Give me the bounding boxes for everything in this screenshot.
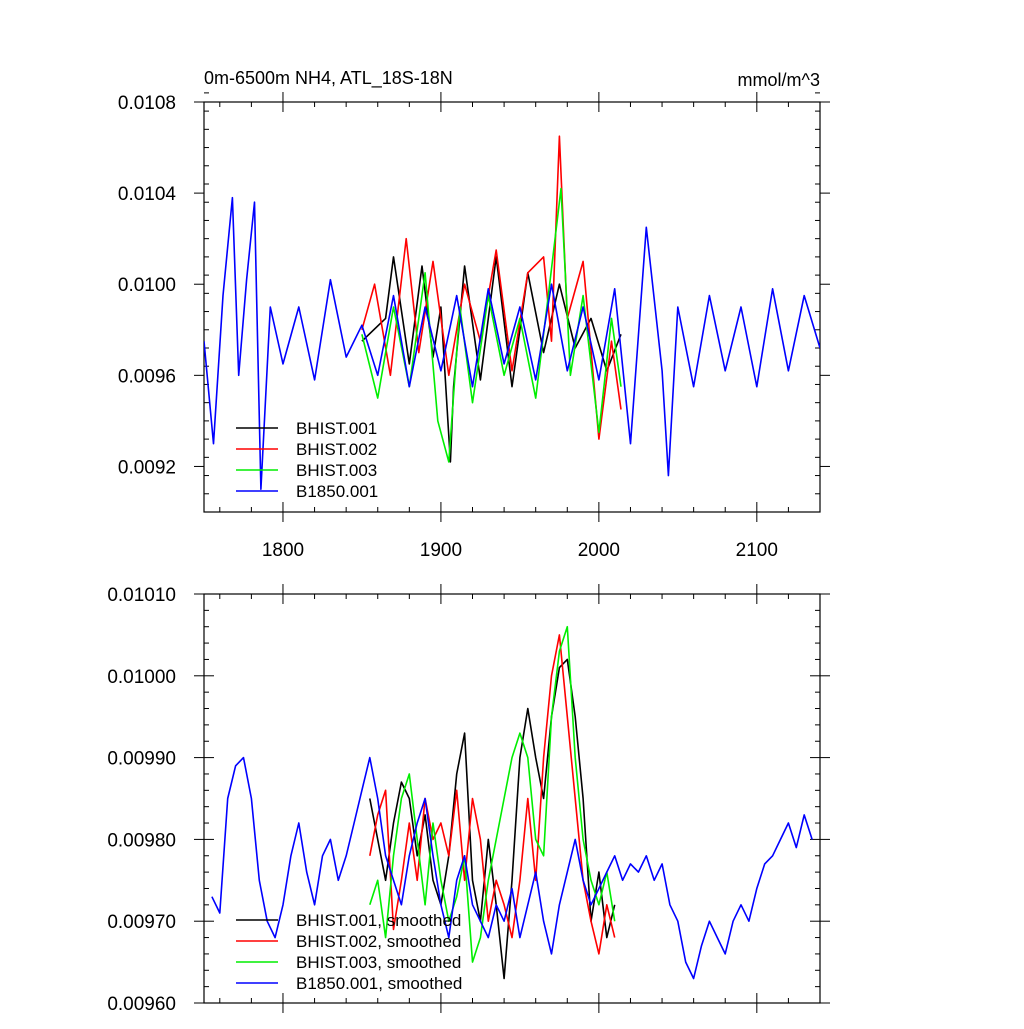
y-tick-label: 0.0092	[117, 457, 176, 479]
y-tick-label: 0.01000	[107, 666, 176, 688]
y-tick-label: 0.01010	[107, 585, 176, 606]
top-panel-legend	[236, 419, 378, 501]
x-tick-label: 2100	[735, 540, 778, 561]
y-tick-label: 0.0096	[117, 366, 176, 388]
y-tick-label: 0.00960	[107, 994, 176, 1015]
y-tick-label: 0.0108	[117, 93, 176, 114]
bottom-panel	[107, 584, 830, 1015]
legend-label: BHIST.003, smoothed	[296, 953, 462, 972]
x-tick-label: 1800	[261, 540, 305, 561]
legend-label: BHIST.002, smoothed	[296, 932, 462, 951]
series-line-2	[362, 189, 621, 462]
legend-label: BHIST.002	[296, 440, 378, 459]
legend-label: B1850.001, smoothed	[296, 974, 463, 993]
y-tick-label: 0.00980	[107, 830, 176, 852]
panel-title: 0m-6500m NH4, ATL_18S-18N	[204, 68, 453, 88]
top-panel-axes	[118, 92, 830, 561]
legend-label: B1850.001	[296, 482, 379, 501]
y-tick-label: 0.00990	[107, 748, 176, 770]
legend-label: BHIST.001	[296, 419, 378, 438]
top-panel	[118, 68, 830, 561]
legend-label: BHIST.001, smoothed	[296, 911, 462, 930]
y-tick-label: 0.0100	[117, 275, 176, 297]
legend-label: BHIST.003	[296, 461, 378, 480]
x-tick-label: 1900	[419, 540, 463, 561]
bottom-panel-legend	[236, 911, 462, 993]
y-tick-label: 0.00970	[107, 912, 176, 934]
y-tick-label: 0.0104	[117, 184, 176, 206]
x-tick-label: 2000	[577, 540, 621, 561]
units-label: mmol/m^3	[737, 70, 820, 90]
